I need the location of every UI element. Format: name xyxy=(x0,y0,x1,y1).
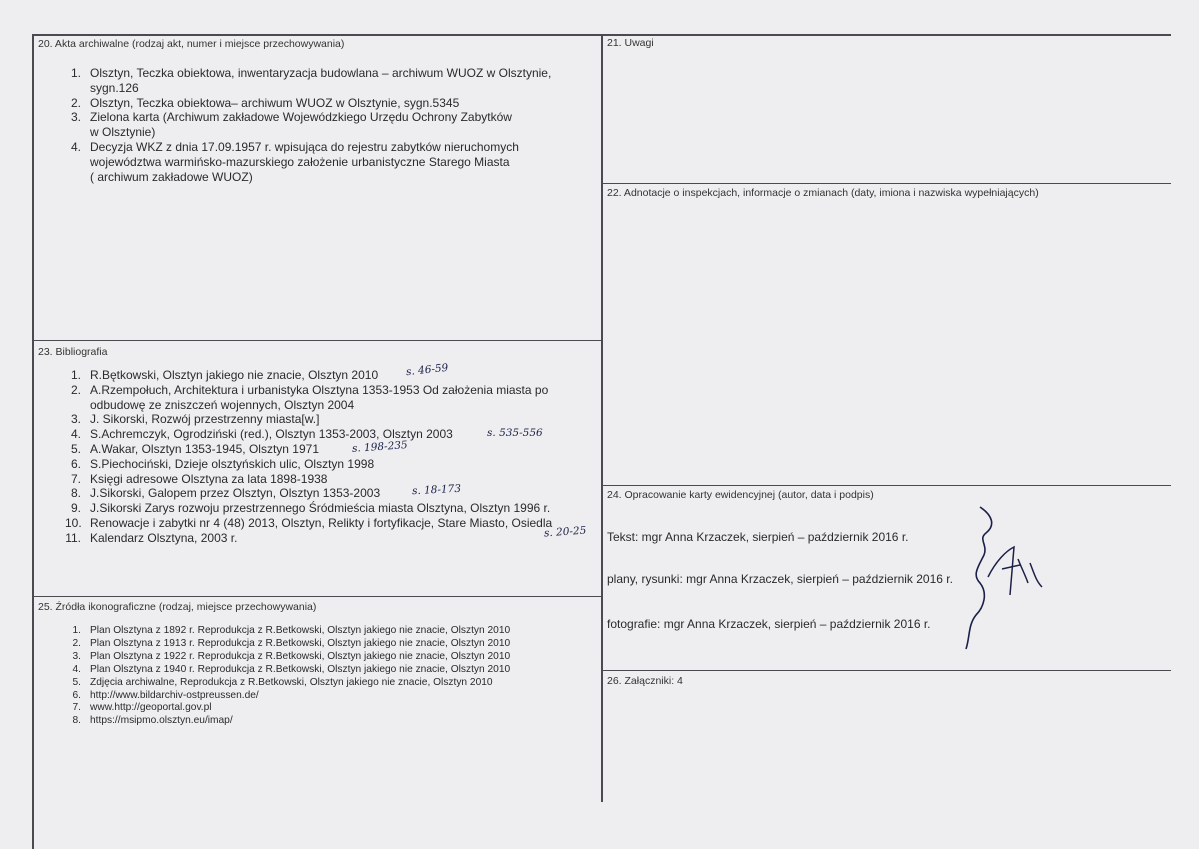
notes-heading: 21. Uwagi xyxy=(607,37,654,49)
handwritten-pages-1: s. 46-59 xyxy=(405,361,449,379)
list-item: 1. R.Bętkowski, Olsztyn jakiego nie znacie, Olsztyn 2010 xyxy=(70,368,379,382)
handwritten-pages-10: s. 20-25 xyxy=(543,524,587,540)
inspections-heading: 22. Adnotacje o inspekcjach, informacje o zmianach (daty, imiona i nazwiska wypełniających) xyxy=(607,187,1039,199)
bibliography-heading: 23. Bibliografia xyxy=(38,346,108,358)
attachments-heading: 26. Załączniki: 4 xyxy=(607,675,683,687)
list-item: 3. J. Sikorski, Rozwój przestrzenny miasta[w.] xyxy=(70,412,320,427)
rule-vertical-middle xyxy=(601,34,603,802)
rule-right-24 xyxy=(601,485,1171,486)
rule-left-23 xyxy=(32,340,601,341)
preparation-text: Tekst: mgr Anna Krzaczek, sierpień – październik 2016 r. xyxy=(607,530,909,544)
list-item: 2. A.Rzempołuch, Architektura i urbanistyka Olsztyna 1353-1953 Od założenia miasta po odbudowę ze zniszczeń wojennych, Olsztyn 2004 xyxy=(70,382,549,412)
preparation-heading: 24. Opracowanie karty ewidencyjnej (autor, data i podpis) xyxy=(607,489,874,501)
list-item: 2. Plan Olsztyna z 1913 r. Reprodukcja z R.Betkowski, Olsztyn jakiego nie znacie, Olsztyn 2010 xyxy=(72,637,511,649)
preparation-plans: plany, rysunki: mgr Anna Krzaczek, sierpień – październik 2016 r. xyxy=(607,572,953,586)
list-item: 1. Olsztyn, Teczka obiektowa, inwentaryzacja budowlana – archiwum WUOZ w Olsztynie, sygn.126 xyxy=(70,66,552,95)
list-item: 9. J.Sikorski Zarys rozwoju przestrzennego Śródmieścia miasta Olsztyna, Olsztyn 1996 r. xyxy=(70,501,551,516)
iconography-heading: 25. Źródła ikonograficzne (rodzaj, miejsce przechowywania) xyxy=(38,601,317,613)
list-item: 7. Księgi adresowe Olsztyna za lata 1898-1938 xyxy=(70,471,328,486)
list-item: 5. A.Wakar, Olsztyn 1353-1945, Olsztyn 1971 xyxy=(70,441,320,456)
iconography-list xyxy=(65,625,595,728)
list-item: 10. Renowacje i zabytki nr 4 (48) 2013, Olsztyn, Relikty i fortyfikacje, Stare Miasto, Osiedla xyxy=(65,515,553,530)
list-item: 4. Decyzja WKZ z dnia 17.09.1957 r. wpisująca do rejestru zabytków nieruchomych województwa warmińsko-mazurskiego założenie urbanistyczne Starego Miasta ( archiwum zakładowe WUOZ) xyxy=(70,139,519,184)
list-item: 11. Kalendarz Olsztyna, 2003 r. xyxy=(65,530,238,545)
bibliography-list xyxy=(65,368,595,546)
rule-left-25 xyxy=(32,596,601,597)
rule-vertical-left xyxy=(32,34,34,849)
handwritten-pages-5: s. 198-235 xyxy=(351,439,409,455)
signature xyxy=(958,503,1048,653)
list-item: 3. Zielona karta (Archiwum zakładowe Wojewódzkiego Urzędu Ochrony Zabytków w Olsztynie) xyxy=(70,110,512,140)
rule-right-22 xyxy=(601,183,1171,184)
rule-right-26 xyxy=(601,670,1171,671)
archives-heading: 20. Akta archiwalne (rodzaj akt, numer i miejsce przechowywania) xyxy=(38,38,345,50)
preparation-photos: fotografie: mgr Anna Krzaczek, sierpień – październik 2016 r. xyxy=(607,617,931,631)
list-item: 1. Plan Olsztyna z 1892 r. Reprodukcja z R.Betkowski, Olsztyn jakiego nie znacie, Olsztyn 2010 xyxy=(72,625,511,636)
handwritten-pages-8: s. 18-173 xyxy=(411,482,462,498)
handwritten-pages-4: s. 535-556 xyxy=(487,427,543,439)
list-item: 6. http://www.bildarchiv-ostpreussen.de/ xyxy=(72,689,259,701)
list-item: 8. https://msipmo.olsztyn.eu/imap/ xyxy=(72,715,233,727)
list-item: 4. S.Achremczyk, Ogrodziński (red.), Olsztyn 1353-2003, Olsztyn 2003 xyxy=(70,427,453,442)
list-item: 5. Zdjęcia archiwalne, Reprodukcja z R.Betkowski, Olsztyn jakiego nie znacie, Olsztyn 2010 xyxy=(72,676,493,688)
list-item: 7. www.http://geoportal.gov.pl xyxy=(72,702,212,714)
list-item: 4. Plan Olsztyna z 1940 r. Reprodukcja z R.Betkowski, Olsztyn jakiego nie znacie, Olsztyn 2010 xyxy=(72,663,511,675)
archives-list xyxy=(65,66,595,184)
list-item: 6. S.Piechociński, Dzieje olsztyńskich ulic, Olsztyn 1998 xyxy=(70,456,375,471)
list-item: 3. Plan Olsztyna z 1922 r. Reprodukcja z R.Betkowski, Olsztyn jakiego nie znacie, Olsztyn 2010 xyxy=(72,650,511,662)
list-item: 8. J.Sikorski, Galopem przez Olsztyn, Olsztyn 1353-2003 xyxy=(70,486,381,501)
list-item: 2. Olsztyn, Teczka obiektowa– archiwum WUOZ w Olsztynie, sygn.5345 xyxy=(70,95,460,110)
